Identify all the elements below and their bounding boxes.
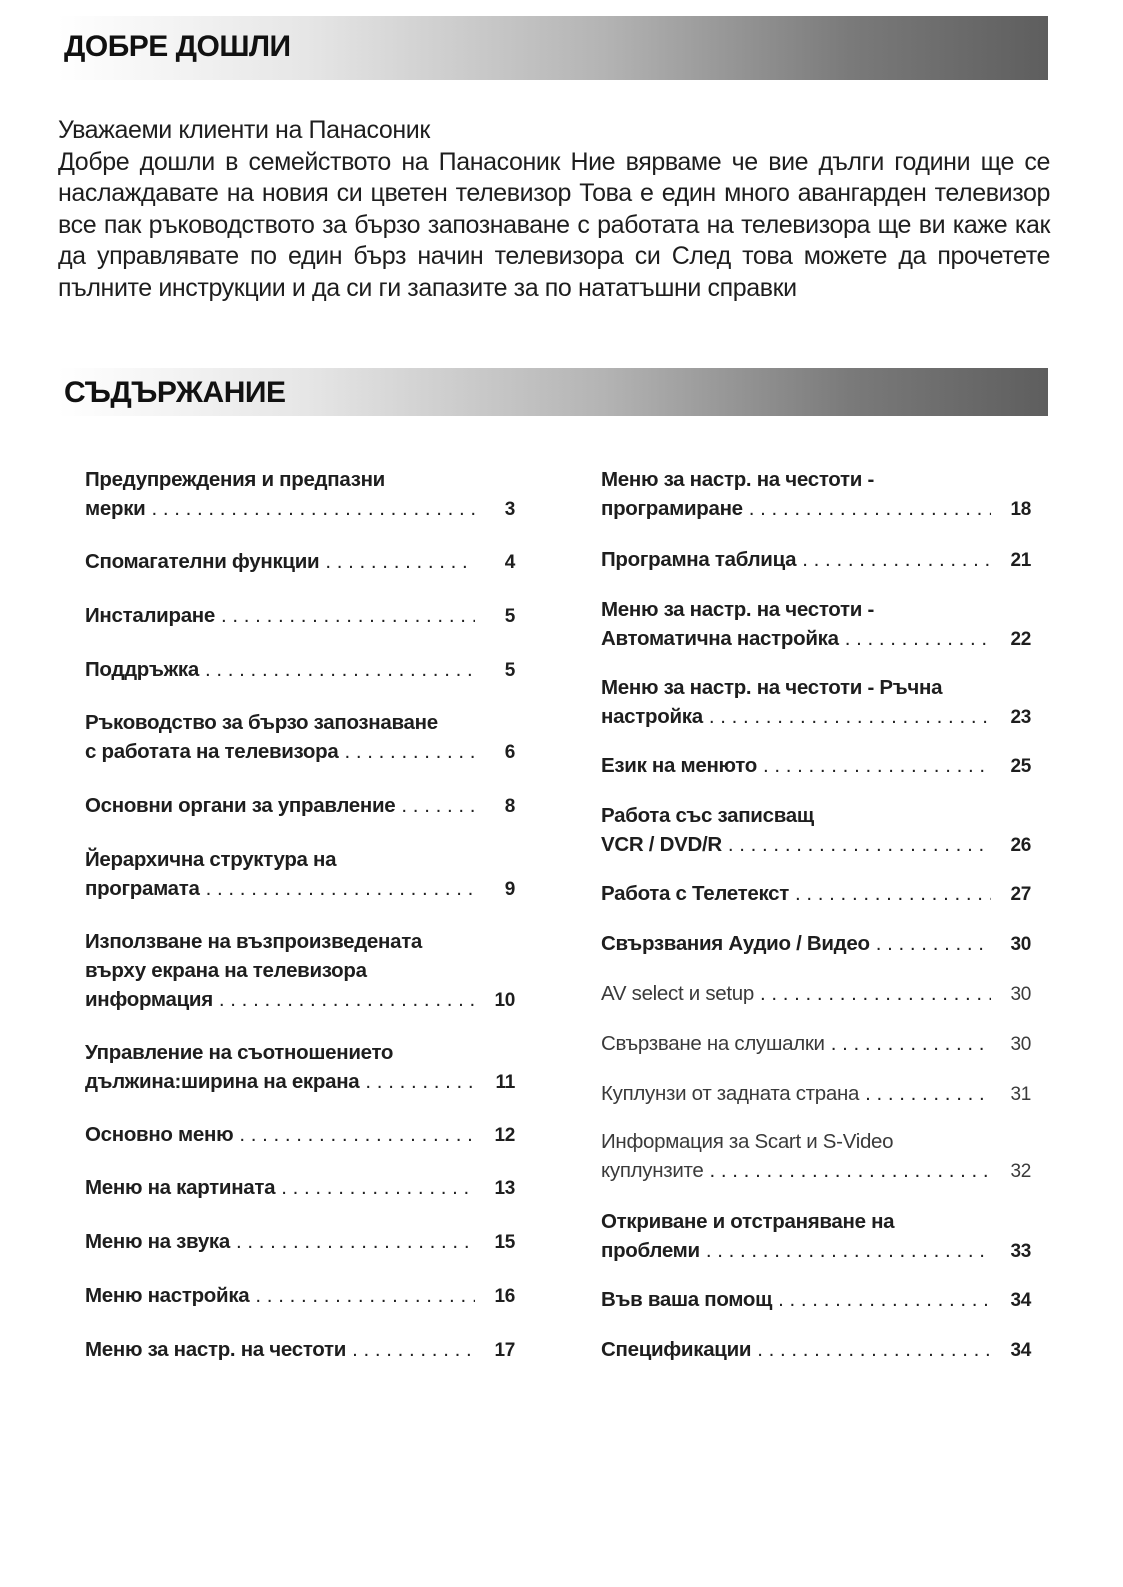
welcome-heading-bar [58, 16, 1048, 80]
toc-page-number: 10 [494, 990, 515, 1011]
toc-page-number: 18 [1010, 499, 1031, 520]
toc-page-number: 32 [1010, 1161, 1031, 1182]
toc-entry-title: Спецификации [601, 1338, 752, 1361]
toc-entry-title: Меню за настр. на честоти - Ръчна [601, 676, 943, 699]
dot-leader [865, 1079, 991, 1108]
dot-leader [255, 1281, 475, 1310]
dot-leader [760, 979, 991, 1008]
toc-entry-title: Меню настройка [85, 1284, 250, 1307]
toc-heading: СЪДЪРЖАНИЕ [64, 376, 286, 409]
toc-page-number: 23 [1010, 707, 1031, 728]
toc-page-number: 22 [1010, 629, 1031, 650]
dot-leader [795, 879, 991, 908]
toc-entry-title: Работа с Телетекст [601, 882, 789, 905]
dot-leader [763, 751, 991, 780]
toc-entry-title: Свързване на слушалки [601, 1032, 825, 1055]
toc-entry-title: Куплунзи от задната страна [601, 1082, 860, 1105]
toc-entry [601, 1335, 1031, 1365]
toc-entry [85, 927, 515, 1015]
toc-page-number: 30 [1010, 934, 1031, 955]
dot-leader [344, 737, 475, 766]
toc-entry-title: Инсталиране [85, 604, 215, 627]
toc-entry [85, 1120, 515, 1150]
toc-page-number: 27 [1010, 884, 1031, 905]
toc-entry-title: програмиране [601, 497, 743, 520]
toc-entry-title: върху екрана на телевизора [85, 959, 367, 982]
toc-entry-title: Програмна таблица [601, 548, 797, 571]
toc-entry-title: Във ваша помощ [601, 1288, 773, 1311]
dot-leader [281, 1173, 475, 1202]
toc-page-number: 13 [494, 1178, 515, 1199]
toc-entry [601, 545, 1031, 575]
dot-leader [365, 1067, 475, 1096]
toc-entry [85, 465, 515, 524]
dot-leader [876, 929, 991, 958]
dot-leader [219, 985, 475, 1014]
toc-entry-title: Откриване и отстраняване на [601, 1210, 895, 1233]
toc-entry-title: Спомагателни функции [85, 550, 320, 573]
toc-entry [601, 595, 1031, 654]
toc-page-number: 34 [1010, 1340, 1031, 1361]
toc-entry-title: Поддръжка [85, 658, 199, 681]
toc-entry [601, 929, 1031, 959]
toc-page-number: 17 [494, 1340, 515, 1361]
toc-entry-title: Управление на съотношението [85, 1041, 394, 1064]
toc-entry-title: Меню за настр. на честоти [85, 1338, 347, 1361]
toc-entry-title: Автоматична настройка [601, 627, 839, 650]
toc-entry [85, 1173, 515, 1203]
dot-leader [757, 1335, 991, 1364]
toc-entry-title: програмата [85, 877, 200, 900]
toc-entry-title: Меню на картината [85, 1176, 276, 1199]
toc-entry [85, 655, 515, 685]
toc-page-number: 26 [1010, 835, 1031, 856]
toc-entry-title: куплунзите [601, 1159, 704, 1182]
toc-page-number: 12 [494, 1125, 515, 1146]
toc-entry-title: Използване на възпроизведената [85, 930, 423, 953]
toc-page-number: 5 [504, 606, 515, 627]
toc-entry [85, 1038, 515, 1097]
welcome-body: Добре дошли в семейството на Панасоник Ние вярваме че вие дълги години ще се наслаждавате на новия си цветен телевизор Това е един много авангарден телевизор все пак ръководството за бързо запознаване с работата на телевизора ще ви каже как да управлявате по един бърз начин телевизора си След това можете да прочетете пълните инструкции и да си ги запазите за по нататъшни справки [58, 147, 1050, 302]
toc-entry-title: Меню на звука [85, 1230, 230, 1253]
toc-page-number: 25 [1010, 756, 1031, 777]
toc-entry [601, 1029, 1031, 1059]
dot-leader [325, 547, 475, 576]
toc-entry [85, 547, 515, 577]
toc-entry-title: Свързвания Аудио / Видео [601, 932, 870, 955]
dot-leader [205, 655, 475, 684]
dot-leader [239, 1120, 475, 1149]
dot-leader [710, 1156, 992, 1185]
toc-entry-title: информация [85, 988, 213, 1011]
toc-page-number: 9 [504, 879, 515, 900]
toc-entry-title: Основно меню [85, 1123, 234, 1146]
toc-entry-title: настройка [601, 705, 703, 728]
dot-leader [236, 1227, 475, 1256]
toc-entry [601, 1127, 1031, 1186]
dot-leader [728, 830, 991, 859]
toc-entry-title: VCR / DVD/R [601, 833, 722, 856]
toc-entry [85, 601, 515, 631]
toc-entry-title: Меню за настр. на честоти - [601, 468, 874, 491]
welcome-heading: ДОБРЕ ДОШЛИ [64, 30, 291, 63]
toc-entry-title: с работата на телевизора [85, 740, 339, 763]
toc-page-number: 4 [504, 552, 515, 573]
toc-entry [85, 1335, 515, 1365]
welcome-greeting: Уважаеми клиенти на Панасоник [58, 116, 430, 144]
dot-leader [845, 624, 991, 653]
toc-entry-title: Език на менюто [601, 754, 757, 777]
dot-leader [206, 874, 475, 903]
toc-entry-title: мерки [85, 497, 146, 520]
toc-entry [85, 791, 515, 821]
dot-leader [221, 601, 475, 630]
toc-entry [601, 1207, 1031, 1266]
toc-page-number: 15 [494, 1232, 515, 1253]
toc-page-number: 16 [494, 1286, 515, 1307]
toc-page-number: 31 [1010, 1084, 1031, 1105]
dot-leader [709, 702, 991, 731]
toc-entry [601, 1285, 1031, 1315]
toc-entry-title: Работа със записващ [601, 804, 814, 827]
toc-entry-title: Информация за Scart и S-Video [601, 1130, 894, 1153]
toc-page-number: 8 [504, 796, 515, 817]
dot-leader [352, 1335, 475, 1364]
toc-entry-title: Ръководство за бързо запознаване [85, 711, 438, 734]
toc-entry [85, 1227, 515, 1257]
toc-page-number: 5 [504, 660, 515, 681]
toc-entry [601, 465, 1031, 524]
dot-leader [401, 791, 475, 820]
toc-page-number: 33 [1010, 1241, 1031, 1262]
toc-entry [601, 1079, 1031, 1109]
toc-page-number: 30 [1010, 984, 1031, 1005]
toc-entry-title: Основни органи за управление [85, 794, 396, 817]
dot-leader [706, 1236, 991, 1265]
welcome-text [58, 115, 1050, 304]
toc-entry-title: Меню за настр. на честоти - [601, 598, 874, 621]
toc-entry [601, 879, 1031, 909]
dot-leader [151, 494, 475, 523]
toc-page-number: 6 [504, 742, 515, 763]
toc-entry-title: дължина:ширина на екрана [85, 1070, 360, 1093]
toc-entry [85, 1281, 515, 1311]
toc-page-number: 3 [504, 499, 515, 520]
dot-leader [831, 1029, 991, 1058]
toc-entry-title: проблеми [601, 1239, 700, 1262]
toc-page-number: 11 [495, 1072, 515, 1093]
dot-leader [778, 1285, 991, 1314]
dot-leader [749, 494, 991, 523]
toc-entry [601, 751, 1031, 781]
toc-entry [85, 845, 515, 904]
toc-entry-title: Предупреждения и предпазни [85, 468, 385, 491]
dot-leader [802, 545, 991, 574]
toc-heading-bar [58, 368, 1048, 416]
toc-entry [85, 708, 515, 767]
toc-entry [601, 673, 1031, 732]
toc-page-number: 21 [1010, 550, 1031, 571]
toc-entry-title: AV select и setup [601, 982, 754, 1005]
toc-entry [601, 979, 1031, 1009]
toc-entry [601, 801, 1031, 860]
toc-entry-title: Йерархична структура на [85, 848, 337, 871]
toc-page-number: 34 [1010, 1290, 1031, 1311]
toc-page-number: 30 [1010, 1034, 1031, 1055]
